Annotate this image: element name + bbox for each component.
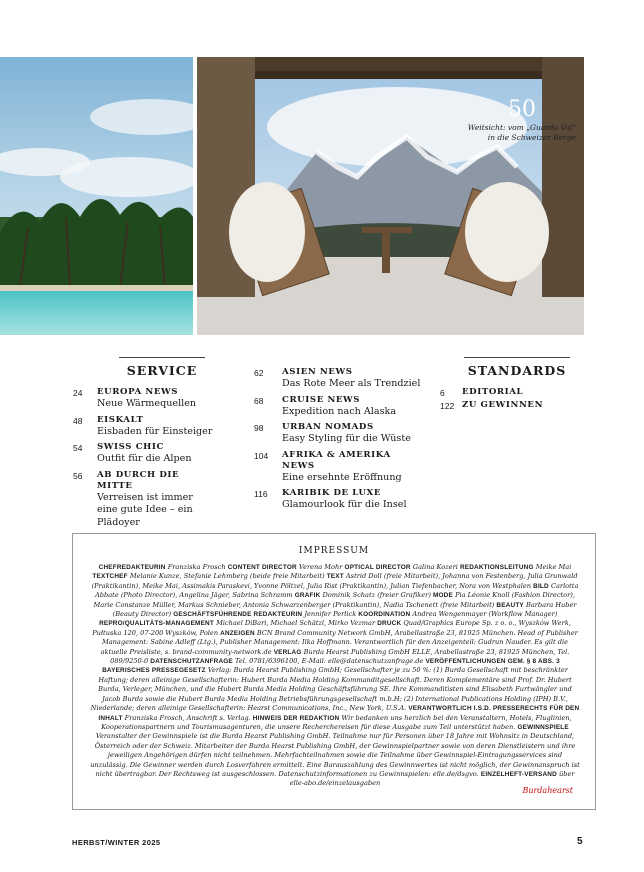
caption-page-number: 50 [508,97,536,122]
impressum-value: Barbara Huber (Beauty Director) [112,600,577,619]
impressum-label: GRAFIK [294,592,321,600]
impressum-value: Meike Mai [533,563,572,571]
toc-page: 68 [254,395,264,406]
toc-heading: ASIEN NEWS [282,367,353,377]
toc-subtitle: Das Rote Meer als Trendziel [282,378,421,389]
toc-heading: AB DURCH DIE MITTE [97,469,180,491]
toc-subtitle: Eine ersehnte Eröffnung [282,471,402,483]
photo-caption: Weitsicht: vom „Guarda Val“ in die Schweizer Berge [467,123,576,142]
toc-page: 116 [254,489,268,499]
toc-page: 122 [440,401,455,411]
toc-entry[interactable] [254,488,424,512]
impressum-label: VERANTWORTLICH I.S.D. PRESSERECHTS FÜR DEN INHALT [98,705,580,722]
toc-entry[interactable] [254,367,424,391]
impressum-label: TEXT [326,573,344,581]
toc-page: 6 [440,388,445,398]
impressum-label: ANZEIGEN [220,629,255,637]
toc-subtitle: Easy Styling für die Wüste [282,433,411,444]
impressum-value: Quad/Graphics Europe Sp. z o. o., Wyszków Werk, Pułtuska 120, 07-200 Wyszków, Polen [92,619,571,637]
impressum-value: über elle-abo.de/einzelausgaben [289,769,575,788]
toc-subtitle: Expedition nach Alaska [282,405,397,417]
toc-subtitle: Verreisen ist immer eine gute Idee – ein Plädoyer [97,491,193,528]
impressum-value: Wir bedanken uns herzlich bei den Veranstaltern, Hotels, Fluglinien, Kooperationspartnern und Tourismusagenturen, die unsere Recherchereisen für diese Ausgabe zum Teil unterstützt haben. [101,713,572,731]
impressum-label: GEWINNSPIELE [517,723,569,731]
issue-label: HERBST/WINTER 2025 [72,838,161,847]
toc-subtitle: Glamourlook für die Insel [282,499,407,510]
toc-heading: CRUISE NEWS [282,394,361,405]
impressum-value: Michael DiBari, Michael Schätzl, Mirko Vezmar [213,619,378,628]
impressum-value: Burda Hearst Publishing GmbH ELLE, Arabellastraße 23, 81925 München, Tel. 089/9250-0 [110,647,570,666]
impressum-label: MODE [432,592,453,600]
toc-heading: KARIBIK DE LUXE [282,488,381,498]
impressum-value: Dominik Schatz (freier Grafiker) [320,591,433,600]
toc-heading: EDITORIAL [462,387,524,397]
toc-page: 104 [254,450,269,461]
toc-middle [254,367,424,516]
impressum-value: Andrea Wengenmayer (Workflow Manager) [410,610,558,619]
section-title-service: SERVICE [119,357,205,378]
impressum-value: Tel. 0781/6396100, E-Mail: elle@datenschutzanfrage.de [232,657,426,666]
toc-entry[interactable] [440,400,570,411]
toc-standards [440,357,570,415]
toc-heading: EUROPA NEWS [97,387,179,397]
toc-heading: SWISS CHIC [97,442,164,452]
impressum-label: OPTICAL DIRECTOR [344,564,411,571]
impressum-value: Franziska Frosch [165,563,228,571]
toc-subtitle: Eisbaden für Einsteiger [97,425,213,437]
beach-photo-illustration [0,57,193,335]
impressum-text [90,563,580,789]
toc-entry[interactable] [440,387,570,398]
impressum-label: EINZELHEFT-VERSAND [480,770,557,778]
impressum-label: CHEFREDAKTEURIN [98,564,166,571]
toc-entry[interactable] [254,450,424,485]
toc-page: 98 [254,423,264,433]
impressum-label: KOORDINATION [358,611,411,619]
impressum-label: BEAUTY [496,601,524,609]
impressum-value: Carlotta Abbate (Photo Director), Angelina Jäger, Sabrina Schramm [95,581,579,600]
impressum-value: Verena Mohr [296,563,345,571]
impressum-value: Galina Kozeri [410,563,460,571]
impressum-label: REPRO/QUALITÄTS-MANAGEMENT [99,620,214,628]
section-title-standards: STANDARDS [464,357,570,378]
toc-entry[interactable] [254,422,424,446]
impressum-label: REDAKTIONSLEITUNG [459,564,534,571]
toc-entry[interactable] [73,470,213,530]
impressum-value: Franziska Frosch, Anschrift s. Verlag. [122,713,253,722]
impressum-value: Astrid Doll (freie Mitarbeit), Johanna von Festenberg, Julia Grunwald (Praktikantin), Meike Mai, Assimakis Paraskevi, Yvonne Pöltzel, Julia Rist (Praktikantin), Julian Tiefenbacher, Nora von Westphalen [91,572,578,590]
impressum-value: BCN Brand Community Network GmbH, Arabellastraße 23, 81925 München. Head of Publisher Management: Sabine Adleff (Ltg.), Publisher Management: Ilka Hoffmann. Verantwortlich für den Anzeigenteil: Gudrun Nauder. Es gilt die aktuelle Preisliste, s. brand-community-network.de [100,628,578,656]
impressum-label: DATENSCHUTZANFRAGE [150,658,233,666]
impressum-label: DRUCK [377,620,402,628]
toc-page: 62 [254,368,264,378]
toc-subtitle: Neue Wärmequellen [97,398,197,409]
toc-entry[interactable] [73,442,213,466]
toc-page: 24 [73,388,83,398]
toc-page: 48 [73,415,83,426]
impressum-value: Jennifer Perlick [302,610,359,619]
toc-subtitle: Outfit für die Alpen [97,453,192,464]
impressum-value: Verlag: Burda Hearst Publishing GmbH; Gesellschafter je zu 50 %: (1) Burda Gesellschaft mit beschränkter Haftung; deren alleinige Gesellschafterin: Hubert Burda Media Holding Kommanditgesellschaft. Deren Komplementäre sind Prof. Dr. Hubert Burda, Verleger, München, und die Hubert Burda Media Holding Geschäftsführung SE. Ihre Kommanditisten sind Elisabeth Furtwängler und Jacob Burda sowie die Hubert Burda Media Holding Betriebsführungsgesellschaft m.b.H; (2) International Publications Holding (IPH) B.V., Niederlande; deren alleinige Gesellschafterin: Hearst Communications, Inc., New York, U.S.A. [90,666,572,713]
toc-heading: ZU GEWINNEN [462,400,544,410]
toc-page: 54 [73,443,83,453]
toc-entry[interactable] [254,395,424,419]
impressum-label: HINWEIS DER REDAKTION [252,714,340,722]
toc-entry[interactable] [73,415,213,439]
page-number: 5 [577,836,583,847]
impressum-box [72,533,596,810]
impressum-label: CONTENT DIRECTOR [227,564,297,571]
impressum-value: Melanie Kunze, Stefanie Lehmberg (beide freie Mitarbeit) [127,572,327,581]
impressum-label: VERÖFFENTLICHUNGEN GEM. § 8 ABS. 3 BAYERISCHES PRESSEGESETZ [102,658,560,675]
toc-service [73,357,213,533]
toc-heading: EISKALT [97,414,144,425]
impressum-value: Veranstalter der Gewinnspiele ist die Burda Hearst Publishing GmbH. Teilnahme nur für Personen über 18 Jahre mit Wohnsitz in Deutschland, Österreich oder der Schweiz. Mitarbeiter der Burda Hearst Publishing GmbH, der Gewinnspielpartner sowie von deren Dienstleistern und ihre jeweiligen Angehörigen dürfen nicht teilnehmen. Mehrfachteilnahmen sowie die Teilnahme über Gewinnspiel-Eintragungsservices sind unzulässig. Die Gewinner werden durch Losverfahren ermittelt. Eine Barauszahlung des Gewinnwertes ist nicht möglich, der Gewinnanspruch ist nicht übertragbar. Der Rechtsweg ist ausgeschlossen. Datenschutzinformationen zu Gewinnspielen: elle.de/dsgvo. [90,732,580,778]
toc-heading: AFRIKA & AMERIKA NEWS [282,449,391,471]
impressum-value: Pia Léonie Knoll (Fashion Director), Marie Constanze Müller, Markus Schnieber, Antonia Schwarzenberger (Praktikantin), Nadia Tschenett (freie Mitarbeit) [93,591,575,609]
impressum-label: BILD [533,582,549,590]
toc-heading: URBAN NOMADS [282,422,374,432]
mountain-terrace-photo [197,57,584,335]
impressum-label: VERLAG [273,648,302,656]
impressum-label: GESCHÄFTSFÜHRENDE REDAKTEURIN [173,611,303,619]
impressum-label: TEXTCHEF [92,573,128,581]
beach-photo [0,57,193,335]
publisher-logo: Burdahearst [522,786,573,795]
impressum-title: IMPRESSUM [298,546,370,556]
toc-page: 56 [73,470,83,481]
toc-entry[interactable] [73,387,213,411]
